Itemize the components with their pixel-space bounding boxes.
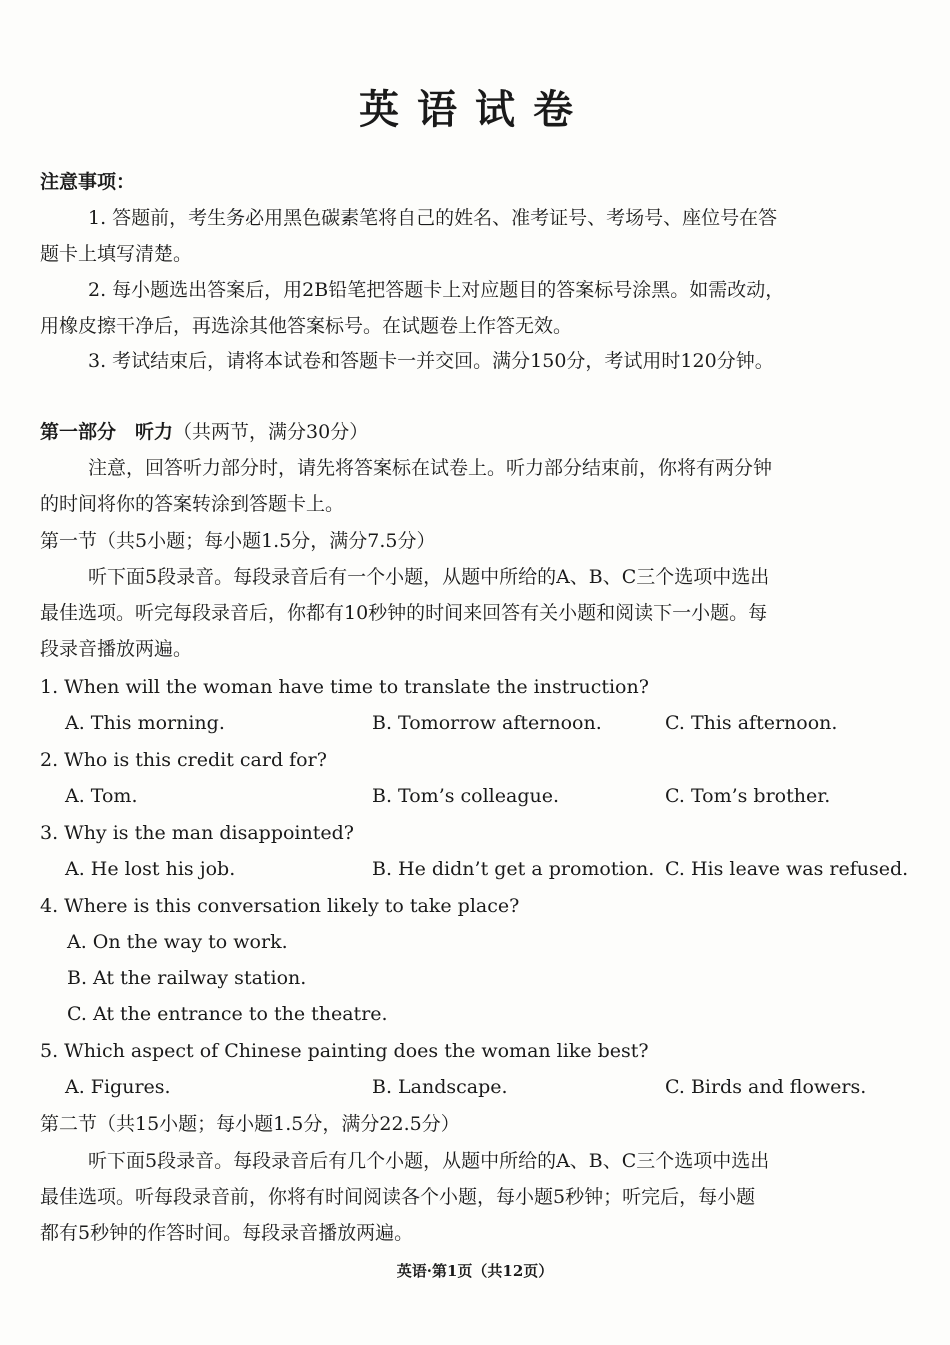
question-1-option-b: B. Tomorrow afternoon. bbox=[372, 712, 602, 734]
question-2-option-b: B. Tom’s colleague. bbox=[372, 785, 560, 807]
section1-intro-line-1: 听下面5段录音。每段录音后有一个小题，从题中所给的A、B、C三个选项中选出 bbox=[88, 566, 770, 588]
part1-heading-rest: （共两节，满分30分） bbox=[173, 421, 369, 443]
part1-heading bbox=[40, 420, 368, 444]
question-5-option-b: B. Landscape. bbox=[372, 1076, 508, 1098]
section2-intro-line-1: 听下面5段录音。每段录音后有几个小题，从题中所给的A、B、C三个选项中选出 bbox=[88, 1150, 770, 1172]
question-3-option-a: A. He lost his job. bbox=[65, 858, 236, 880]
question-4-option-b: B. At the railway station. bbox=[67, 967, 307, 989]
section1-heading: 第一节（共5小题；每小题1.5分，满分7.5分） bbox=[40, 530, 436, 552]
question-2-option-c: C. Tom’s brother. bbox=[665, 785, 831, 807]
part1-heading-bold: 第一部分 听力 bbox=[40, 421, 174, 443]
section2-intro-line-3: 都有5秒钟的作答时间。每段录音播放两遍。 bbox=[40, 1222, 414, 1244]
question-3-option-b: B. He didn’t get a promotion. bbox=[372, 858, 655, 880]
section2-intro-line-2: 最佳选项。听每段录音前，你将有时间阅读各个小题，每小题5秒钟；听完后，每小题 bbox=[40, 1186, 756, 1208]
question-4-option-c: C. At the entrance to the theatre. bbox=[67, 1003, 388, 1025]
section2-heading: 第二节（共15小题；每小题1.5分，满分22.5分） bbox=[40, 1113, 460, 1135]
notice-item-1-line-2: 题卡上填写清楚。 bbox=[40, 243, 193, 265]
notice-heading: 注意事项： bbox=[40, 171, 136, 193]
page-footer: 英语·第1页（共12页） bbox=[396, 1262, 554, 1280]
question-5: 5. Which aspect of Chinese painting does the woman like best? bbox=[40, 1040, 649, 1062]
question-2: 2. Who is this credit card for? bbox=[40, 749, 327, 771]
notice-item-2-line-2: 用橡皮擦干净后，再选涂其他答案标号。在试题卷上作答无效。 bbox=[40, 315, 573, 337]
question-1-option-c: C. This afternoon. bbox=[665, 712, 838, 734]
question-1-option-a: A. This morning. bbox=[65, 712, 225, 734]
notice-item-1-line-1: 1. 答题前，考生务必用黑色碳素笔将自己的姓名、准考证号、考场号、座位号在答 bbox=[88, 207, 778, 229]
part1-intro-line-1: 注意，回答听力部分时，请先将答案标在试卷上。听力部分结束前，你将有两分钟 bbox=[88, 457, 773, 479]
question-4-option-a: A. On the way to work. bbox=[67, 931, 288, 953]
question-2-option-a: A. Tom. bbox=[65, 785, 138, 807]
question-3: 3. Why is the man disappointed? bbox=[40, 822, 354, 844]
section1-intro-line-3: 段录音播放两遍。 bbox=[40, 638, 193, 660]
question-5-option-a: A. Figures. bbox=[65, 1076, 171, 1098]
question-1: 1. When will the woman have time to translate the instruction? bbox=[40, 676, 649, 698]
section1-intro-line-2: 最佳选项。听完每段录音后，你都有10秒钟的时间来回答有关小题和阅读下一小题。每 bbox=[40, 602, 768, 624]
part1-intro-line-2: 的时间将你的答案转涂到答题卡上。 bbox=[40, 493, 345, 515]
question-3-option-c: C. His leave was refused. bbox=[665, 858, 909, 880]
question-4: 4. Where is this conversation likely to take place? bbox=[40, 895, 520, 917]
notice-item-2-line-1: 2. 每小题选出答案后，用2B铅笔把答题卡上对应题目的答案标号涂黑。如需改动， bbox=[88, 279, 785, 301]
question-5-option-c: C. Birds and flowers. bbox=[665, 1076, 867, 1098]
notice-item-3-line-1: 3. 考试结束后，请将本试卷和答题卡一并交回。满分150分，考试用时120分钟。 bbox=[88, 350, 774, 372]
page-title: 英语试卷 bbox=[359, 86, 591, 133]
